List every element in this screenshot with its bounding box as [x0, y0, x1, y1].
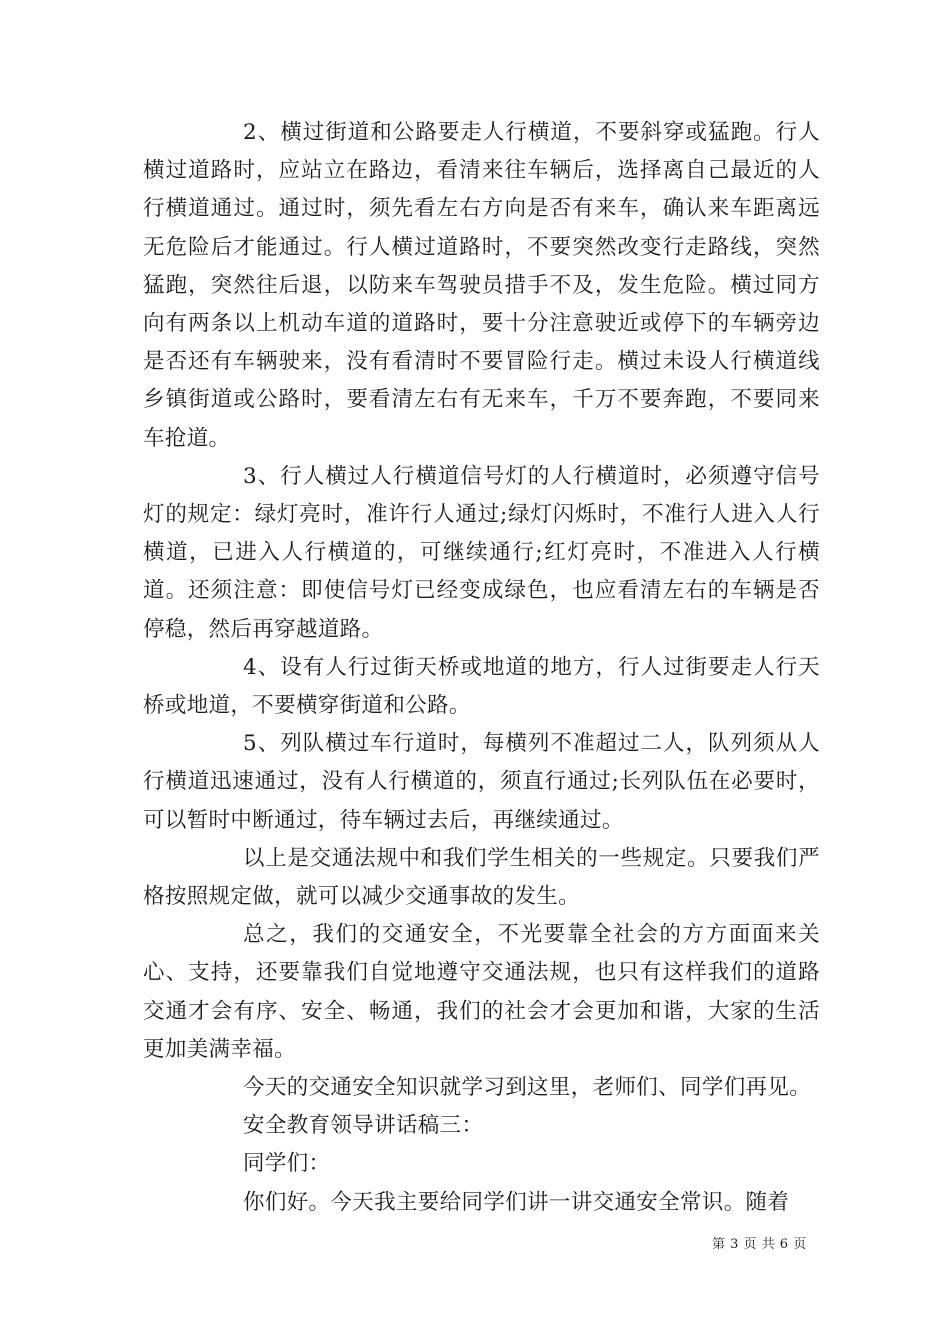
paragraph-crossing-roads: 2、横过街道和公路要走人行横道，不要斜穿或猛跑。行人横过道路时，应站立在路边，看清来往车辆后，选择离自己最近的人行横道通过。通过时，须先看左右方向是否有来车，确认来车距离远无危险后才能通过。行人横过道路时，不要突然改变行走路线，突然猛跑，突然往后退，以防来车驾驶员措手不及，发生危险。横过同方向有两条以上机动车道的道路时，要十分注意驶近或停下的车辆旁边是否还有车辆驶来，没有看清时不要冒险行走。横过未设人行横道线乡镇街道或公路时，要看清左右有无来车，千万不要奔跑，不要同来车抢道。 [143, 120, 820, 451]
paragraph-marching-columns: 5、列队横过车行道时，每横列不准超过二人，队列须从人行横道迅速通过，没有人行横道的，须直行通过;长列队伍在必要时，可以暂时中断通过，待车辆过去后，再继续通过。 [143, 731, 820, 833]
paragraph-summary-rules: 以上是交通法规中和我们学生相关的一些规定。只要我们严格按照规定做，就可以减少交通事故的发生。 [143, 845, 820, 910]
document-body [143, 114, 820, 1222]
section-heading: 安全教育领导讲话稿三： [243, 1113, 484, 1139]
paragraph-farewell: 今天的交通安全知识就学习到这里，老师们、同学们再见。 [243, 1075, 812, 1101]
salutation: 同学们： [243, 1151, 331, 1177]
paragraph-overpass: 4、设有人行过街天桥或地道的地方，行人过街要走人行天桥或地道，不要横穿街道和公路。 [143, 654, 820, 719]
paragraph-opening: 你们好。今天我主要给同学们讲一讲交通安全常识。随着 [243, 1189, 790, 1215]
paragraph-conclusion: 总之，我们的交通安全，不光要靠全社会的方方面面来关心、支持，还要靠我们自觉地遵守交通法规，也只有这样我们的道路交通才会有序、安全、畅通，我们的社会才会更加和谐，大家的生活更加美满幸福。 [143, 922, 820, 1062]
page-number: 第 3 页 共 6 页 [712, 1237, 807, 1252]
paragraph-signal-lights: 3、行人横过人行横道信号灯的人行横道时，必须遵守信号灯的规定：绿灯亮时，准许行人通过;绿灯闪烁时，不准行人进入人行横道，已进入人行横道的，可继续通行;红灯亮时，不准进入人行横道。还须注意：即使信号灯已经变成绿色，也应看清左右的车辆是否停稳，然后再穿越道路。 [143, 463, 820, 642]
